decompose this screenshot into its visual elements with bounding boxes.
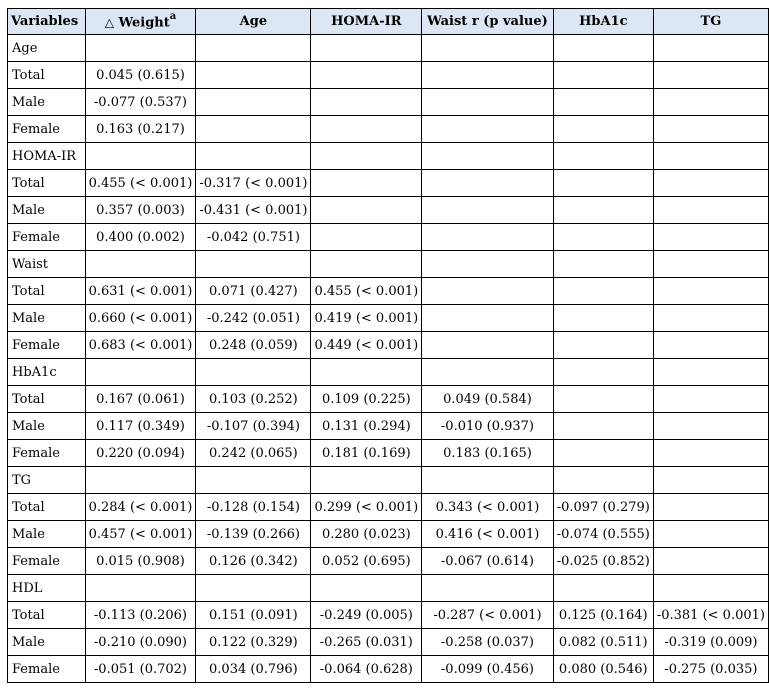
row-label: Female: [8, 656, 86, 683]
table-body: [8, 35, 769, 683]
row-label: Age: [8, 35, 86, 62]
table-cell: [422, 143, 554, 170]
table-cell: -0.139 (0.266): [196, 521, 311, 548]
table-cell: 0.109 (0.225): [311, 386, 422, 413]
table-cell: [85, 575, 196, 602]
table-cell: 0.131 (0.294): [311, 413, 422, 440]
table-cell: -0.287 (< 0.001): [422, 602, 554, 629]
table-cell: [553, 35, 653, 62]
correlation-table: [7, 8, 769, 683]
table-cell: [422, 89, 554, 116]
table-cell: -0.258 (0.037): [422, 629, 554, 656]
table-cell: 0.284 (< 0.001): [85, 494, 196, 521]
table-cell: -0.067 (0.614): [422, 548, 554, 575]
row-label: Total: [8, 386, 86, 413]
header-variables: Variables: [8, 9, 86, 35]
table-cell: [553, 116, 653, 143]
table-cell: 0.419 (< 0.001): [311, 305, 422, 332]
table-cell: [85, 35, 196, 62]
row-label: Female: [8, 548, 86, 575]
row-label: Male: [8, 197, 86, 224]
header-homa-ir: HOMA-IR: [311, 9, 422, 35]
table-cell: [653, 575, 768, 602]
table-cell: [653, 521, 768, 548]
table-cell: [311, 170, 422, 197]
table-cell: -0.275 (0.035): [653, 656, 768, 683]
table-cell: [311, 359, 422, 386]
row-label: Total: [8, 278, 86, 305]
table-cell: -0.097 (0.279): [553, 494, 653, 521]
row-label: Total: [8, 170, 86, 197]
table-row: [8, 116, 769, 143]
table-cell: [311, 116, 422, 143]
table-cell: -0.242 (0.051): [196, 305, 311, 332]
footnote-marker: a: [169, 10, 177, 22]
header-hba1c: HbA1c: [553, 9, 653, 35]
table-cell: [311, 575, 422, 602]
table-cell: [196, 116, 311, 143]
table-cell: -0.025 (0.852): [553, 548, 653, 575]
table-cell: [653, 467, 768, 494]
table-cell: 0.082 (0.511): [553, 629, 653, 656]
table-row: [8, 89, 769, 116]
header-weight-label: Weight: [118, 15, 170, 31]
row-label: Male: [8, 629, 86, 656]
table-cell: [422, 305, 554, 332]
table-cell: 0.343 (< 0.001): [422, 494, 554, 521]
table-cell: [311, 62, 422, 89]
table-cell: [653, 548, 768, 575]
delta-symbol: △: [104, 15, 114, 30]
table-row: [8, 332, 769, 359]
table-row: [8, 386, 769, 413]
row-label: Female: [8, 440, 86, 467]
row-label: Waist: [8, 251, 86, 278]
table-cell: [553, 224, 653, 251]
table-cell: [553, 89, 653, 116]
row-label: Female: [8, 116, 86, 143]
table-cell: 0.125 (0.164): [553, 602, 653, 629]
table-cell: 0.049 (0.584): [422, 386, 554, 413]
table-cell: -0.107 (0.394): [196, 413, 311, 440]
table-row: [8, 521, 769, 548]
table-cell: [553, 467, 653, 494]
table-cell: [196, 575, 311, 602]
table-cell: [196, 35, 311, 62]
table-cell: [196, 467, 311, 494]
table-cell: 0.457 (< 0.001): [85, 521, 196, 548]
row-label: Male: [8, 413, 86, 440]
table-cell: [422, 224, 554, 251]
table-cell: [196, 359, 311, 386]
table-cell: 0.449 (< 0.001): [311, 332, 422, 359]
table-cell: [653, 62, 768, 89]
table-cell: 0.183 (0.165): [422, 440, 554, 467]
table-cell: [553, 440, 653, 467]
table-cell: 0.045 (0.615): [85, 62, 196, 89]
table-cell: [553, 332, 653, 359]
table-cell: [553, 62, 653, 89]
row-label: Male: [8, 521, 86, 548]
header-waist: Waist r (p value): [422, 9, 554, 35]
table-cell: 0.117 (0.349): [85, 413, 196, 440]
table-row: [8, 62, 769, 89]
table-cell: -0.317 (< 0.001): [196, 170, 311, 197]
table-cell: -0.265 (0.031): [311, 629, 422, 656]
table-row: [8, 224, 769, 251]
table-cell: -0.074 (0.555): [553, 521, 653, 548]
table-cell: 0.455 (< 0.001): [85, 170, 196, 197]
table-cell: 0.280 (0.023): [311, 521, 422, 548]
header-weight-change: [85, 9, 196, 35]
table-row: [8, 575, 769, 602]
table-cell: [653, 413, 768, 440]
table-cell: [422, 170, 554, 197]
table-cell: [196, 89, 311, 116]
table-cell: 0.071 (0.427): [196, 278, 311, 305]
table-cell: 0.126 (0.342): [196, 548, 311, 575]
table-cell: 0.015 (0.908): [85, 548, 196, 575]
table-cell: [85, 467, 196, 494]
table-cell: [653, 278, 768, 305]
table-cell: [553, 359, 653, 386]
table-cell: [653, 440, 768, 467]
table-cell: -0.128 (0.154): [196, 494, 311, 521]
table-cell: [553, 305, 653, 332]
table-cell: [653, 251, 768, 278]
table-cell: [422, 62, 554, 89]
table-cell: 0.416 (< 0.001): [422, 521, 554, 548]
table-cell: 0.400 (0.002): [85, 224, 196, 251]
table-cell: [311, 89, 422, 116]
row-label: HbA1c: [8, 359, 86, 386]
table-cell: [553, 251, 653, 278]
table-cell: [553, 413, 653, 440]
table-cell: -0.113 (0.206): [85, 602, 196, 629]
table-cell: -0.010 (0.937): [422, 413, 554, 440]
row-label: Total: [8, 494, 86, 521]
table-cell: [553, 143, 653, 170]
table-row: [8, 440, 769, 467]
table-cell: [553, 575, 653, 602]
table-cell: [422, 278, 554, 305]
table-cell: [653, 359, 768, 386]
table-cell: -0.051 (0.702): [85, 656, 196, 683]
table-row: [8, 602, 769, 629]
table-row: [8, 143, 769, 170]
table-cell: [422, 251, 554, 278]
correlation-table-container: [7, 8, 769, 683]
table-cell: -0.077 (0.537): [85, 89, 196, 116]
table-cell: [422, 575, 554, 602]
table-row: [8, 629, 769, 656]
table-cell: [311, 143, 422, 170]
row-label: HDL: [8, 575, 86, 602]
table-cell: [553, 197, 653, 224]
table-cell: [653, 332, 768, 359]
table-row: [8, 656, 769, 683]
table-cell: 0.151 (0.091): [196, 602, 311, 629]
table-cell: [653, 170, 768, 197]
header-row: [8, 9, 769, 35]
table-cell: [653, 224, 768, 251]
row-label: HOMA-IR: [8, 143, 86, 170]
row-label: Female: [8, 224, 86, 251]
header-tg: TG: [653, 9, 768, 35]
table-cell: 0.683 (< 0.001): [85, 332, 196, 359]
table-row: [8, 359, 769, 386]
table-cell: [653, 305, 768, 332]
row-label: Total: [8, 62, 86, 89]
table-row: [8, 170, 769, 197]
table-cell: [422, 359, 554, 386]
table-cell: [553, 278, 653, 305]
table-row: [8, 467, 769, 494]
table-cell: [311, 197, 422, 224]
row-label: Male: [8, 305, 86, 332]
table-cell: 0.248 (0.059): [196, 332, 311, 359]
table-cell: [653, 386, 768, 413]
table-cell: -0.099 (0.456): [422, 656, 554, 683]
table-cell: [311, 467, 422, 494]
table-cell: [85, 359, 196, 386]
table-cell: [653, 89, 768, 116]
table-cell: -0.319 (0.009): [653, 629, 768, 656]
table-cell: -0.381 (< 0.001): [653, 602, 768, 629]
table-cell: [196, 143, 311, 170]
table-cell: [653, 116, 768, 143]
table-row: [8, 413, 769, 440]
table-cell: [422, 116, 554, 143]
table-cell: 0.181 (0.169): [311, 440, 422, 467]
table-cell: 0.242 (0.065): [196, 440, 311, 467]
table-row: [8, 305, 769, 332]
table-cell: 0.660 (< 0.001): [85, 305, 196, 332]
table-cell: 0.220 (0.094): [85, 440, 196, 467]
row-label: Male: [8, 89, 86, 116]
table-cell: 0.052 (0.695): [311, 548, 422, 575]
table-cell: 0.080 (0.546): [553, 656, 653, 683]
table-cell: [653, 35, 768, 62]
table-row: [8, 494, 769, 521]
table-cell: [653, 143, 768, 170]
table-cell: -0.064 (0.628): [311, 656, 422, 683]
header-age: Age: [196, 9, 311, 35]
table-cell: [85, 251, 196, 278]
table-cell: [422, 332, 554, 359]
row-label: TG: [8, 467, 86, 494]
table-cell: [311, 35, 422, 62]
table-cell: 0.163 (0.217): [85, 116, 196, 143]
table-row: [8, 251, 769, 278]
table-cell: -0.249 (0.005): [311, 602, 422, 629]
table-cell: [422, 197, 554, 224]
table-cell: [311, 224, 422, 251]
table-cell: [196, 62, 311, 89]
table-row: [8, 197, 769, 224]
table-cell: [422, 35, 554, 62]
table-cell: [653, 494, 768, 521]
table-row: [8, 35, 769, 62]
table-row: [8, 278, 769, 305]
table-cell: [653, 197, 768, 224]
table-cell: 0.299 (< 0.001): [311, 494, 422, 521]
table-cell: [85, 143, 196, 170]
table-cell: 0.034 (0.796): [196, 656, 311, 683]
table-cell: 0.103 (0.252): [196, 386, 311, 413]
table-cell: [311, 251, 422, 278]
table-cell: 0.122 (0.329): [196, 629, 311, 656]
table-cell: 0.357 (0.003): [85, 197, 196, 224]
table-cell: 0.455 (< 0.001): [311, 278, 422, 305]
table-cell: -0.431 (< 0.001): [196, 197, 311, 224]
table-cell: [553, 386, 653, 413]
table-cell: -0.042 (0.751): [196, 224, 311, 251]
table-cell: [196, 251, 311, 278]
table-row: [8, 548, 769, 575]
row-label: Total: [8, 602, 86, 629]
table-cell: [553, 170, 653, 197]
row-label: Female: [8, 332, 86, 359]
table-cell: -0.210 (0.090): [85, 629, 196, 656]
table-cell: 0.167 (0.061): [85, 386, 196, 413]
table-cell: 0.631 (< 0.001): [85, 278, 196, 305]
table-cell: [422, 467, 554, 494]
